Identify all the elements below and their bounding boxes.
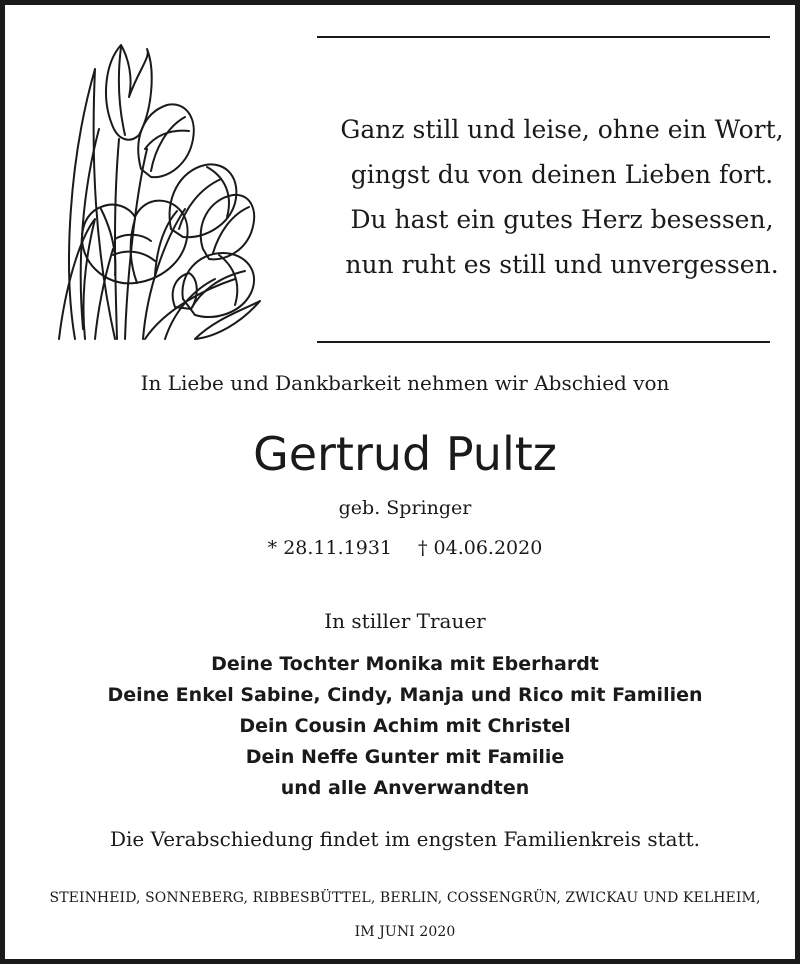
date-line: IM JUNI 2020 [354,924,456,940]
mourner-line: Deine Enkel Sabine, Cindy, Manja und Rico mit Familien [107,684,703,706]
birth-date: * 28.11.1931 [267,537,392,559]
born-name: geb. Springer [338,497,472,519]
life-dates [5,537,800,559]
poem-line: gingst du von deinen Lieben fort. [350,160,774,189]
top-rule [317,36,770,38]
poem-line: Du hast ein gutes Herz besessen, [350,205,774,234]
tulip-bouquet-illustration [55,39,265,345]
intro-text: In Liebe und Dankbarkeit nehmen wir Abschied von [140,371,670,395]
death-date: † 04.06.2020 [418,537,543,559]
mourners-list [5,649,800,804]
places-line: STEINHEID, SONNEBERG, RIBBESBÜTTEL, BERLIN, COSSENGRÜN, ZWICKAU UND KELHEIM, [49,890,761,906]
mourner-line: Deine Tochter Monika mit Eberhardt [211,653,599,675]
mourner-line: und alle Anverwandten [280,777,530,799]
bottom-rule [317,341,770,343]
deceased-name: Gertrud Pultz [253,427,557,481]
poem-line: Ganz still und leise, ohne ein Wort, [340,115,784,144]
mourner-line: Dein Cousin Achim mit Christel [239,715,571,737]
poem-line: nun ruht es still und unvergessen. [345,250,779,279]
mourning-heading: In stiller Trauer [324,609,486,633]
mourner-line: Dein Neffe Gunter mit Familie [245,746,565,768]
farewell-notice: Die Verabschiedung findet im engsten Familienkreis statt. [109,827,701,851]
places-and-date [5,881,800,949]
poem [317,107,800,287]
